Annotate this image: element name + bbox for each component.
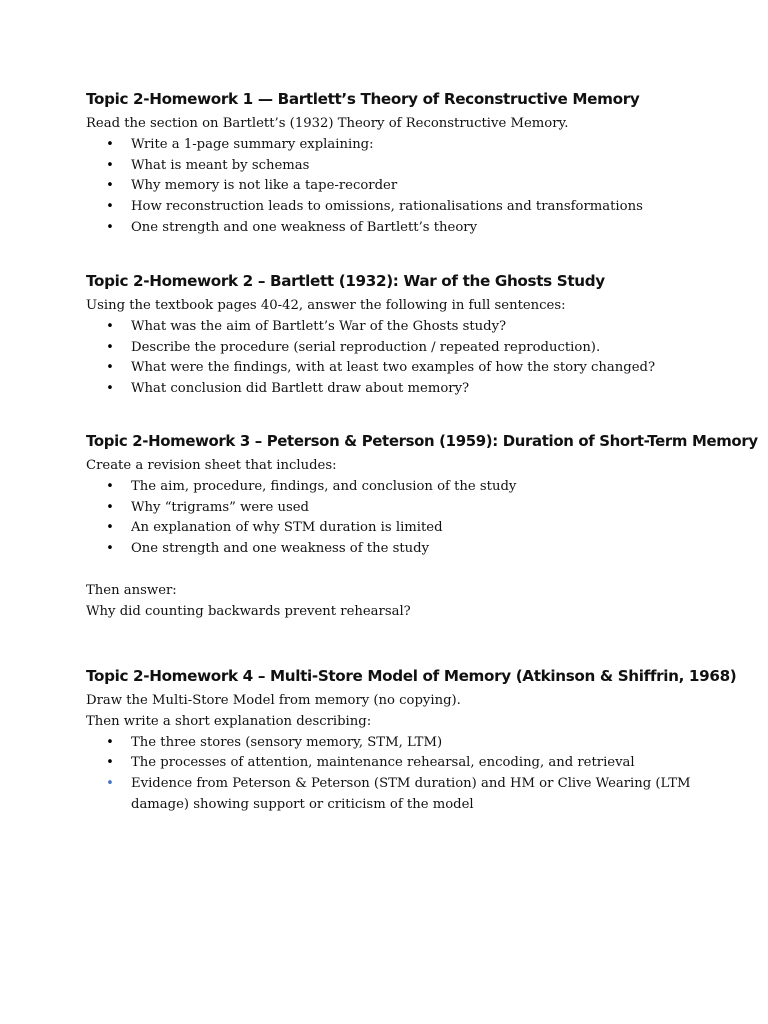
homework-4-section [86,666,736,816]
homework-3-list [86,477,736,560]
homework-1-section [86,89,736,239]
homework-4-intro-1: Draw the Multi-Store Model from memory (no copying). [86,693,461,708]
homework-4-title: Topic 2-Homework 4 – Multi-Store Model of Memory (Atkinson & Shiffrin, 1968) [86,667,737,685]
bullet-icon: • [106,199,114,215]
bullet-icon: • [106,381,114,397]
bullet-icon: • [106,776,114,792]
homework-4-intro-2: Then write a short explanation describing: [86,713,372,729]
list-item: • Write a 1-page summary explaining: [86,135,736,156]
bullet-icon: • [106,520,114,536]
list-item: • How reconstruction leads to omissions, rationalisations and transformations [86,197,736,218]
homework-1-title: Topic 2-Homework 1 — Bartlett’s Theory of Reconstructive Memory [86,90,640,108]
list-item: • What was the aim of Bartlett’s War of the Ghosts study? [86,317,736,338]
list-item: • What conclusion did Bartlett draw about memory? [86,379,736,400]
homework-1-list [86,135,736,239]
bullet-icon: • [106,219,114,235]
list-item: • One strength and one weakness of the study [86,539,736,560]
list-item: • The three stores (sensory memory, STM, LTM) [86,733,736,754]
homework-3-title: Topic 2-Homework 3 – Peterson & Peterson (1959): Duration of Short-Term Memory [86,432,758,450]
homework-3-question: Why did counting backwards prevent rehearsal? [86,603,411,619]
bullet-icon: • [106,755,114,771]
bullet-icon: • [106,157,114,173]
list-item: • Why “trigrams” were used [86,498,736,519]
homework-3-then: Then answer: [86,582,177,598]
bullet-icon: • [106,339,114,355]
list-item: • Describe the procedure (serial reproduction / repeated reproduction). [86,338,736,359]
list-item: • One strength and one weakness of Bartlett’s theory [86,218,736,239]
homework-4-list [86,733,736,816]
homework-2-title: Topic 2-Homework 2 – Bartlett (1932): War of the Ghosts Study [86,272,605,290]
homework-2-intro: Using the textbook pages 40-42, answer the following in full sentences: [86,298,566,313]
list-item: • The processes of attention, maintenance rehearsal, encoding, and retrieval [86,753,736,774]
bullet-icon: • [106,136,114,152]
list-item: • What were the findings, with at least two examples of how the story changed? [86,358,736,379]
list-item: • The aim, procedure, findings, and conclusion of the study [86,477,736,498]
list-item: • An explanation of why STM duration is limited [86,518,736,539]
list-item: • What is meant by schemas [86,156,736,177]
bullet-icon: • [106,499,114,515]
bullet-icon: • [106,541,114,557]
homework-2-list [86,317,736,400]
bullet-icon: • [106,318,114,334]
homework-1-intro: Read the section on Bartlett’s (1932) Theory of Reconstructive Memory. [86,116,569,131]
homework-3-intro: Create a revision sheet that includes: [86,458,337,473]
bullet-icon: • [106,178,114,194]
list-item: • Evidence from Peterson & Peterson (STM duration) and HM or Clive Wearing (LTM damage) showing support or criticism of the model [86,774,736,816]
bullet-icon: • [106,734,114,750]
homework-3-section [86,431,758,622]
homework-2-section [86,271,736,400]
list-item: • Why memory is not like a tape-recorder [86,176,736,197]
bullet-icon: • [106,478,114,494]
bullet-icon: • [106,360,114,376]
blank-line [86,560,736,581]
